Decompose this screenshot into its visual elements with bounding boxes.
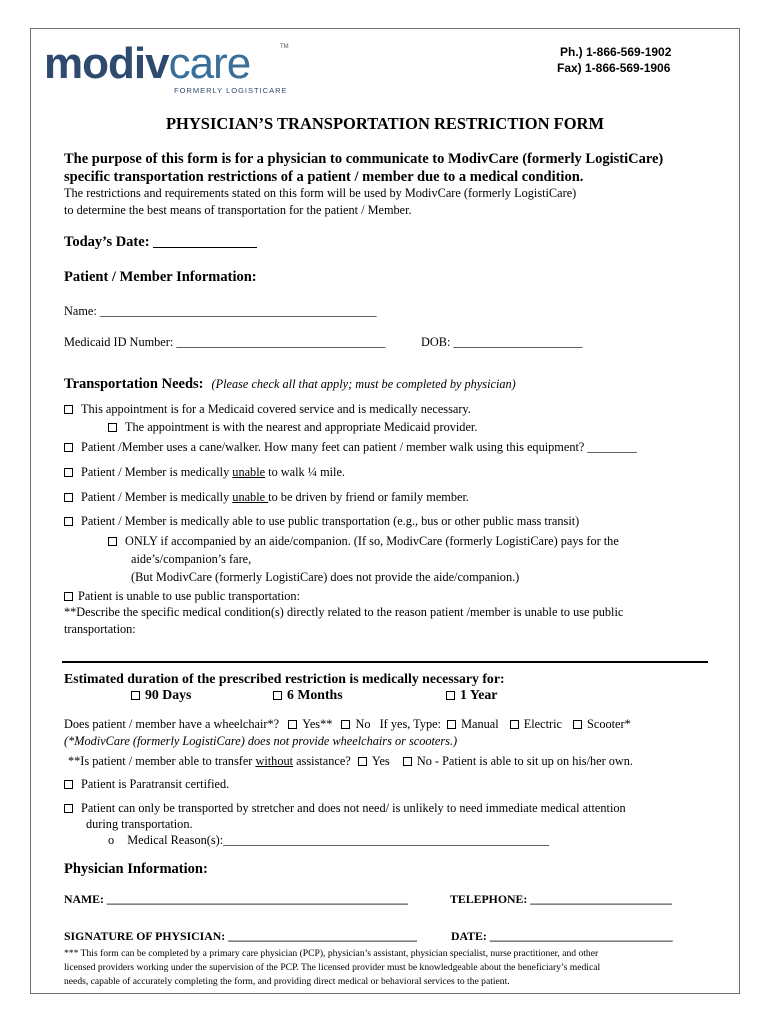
checkbox-wheelchair-no[interactable] <box>341 720 350 729</box>
needs-item-unable-walk <box>64 465 345 480</box>
needs-item-1-text: This appointment is for a Medicaid covered service and is medically necessary. <box>81 402 471 416</box>
needs-item-3-pre: Patient / Member is medically <box>81 465 233 479</box>
needs-item-4-pre: Patient / Member is medically <box>81 490 233 504</box>
checkbox-paratransit[interactable] <box>64 780 73 789</box>
wheelchair-note: (*ModivCare (formerly LogistiCare) does not provide wheelchairs or scooters.) <box>64 734 458 748</box>
wheelchair-no-label: No <box>355 717 371 731</box>
needs-item-5-text: Patient / Member is medically able to use public transportation (e.g., bus or other public mass transit) <box>81 514 580 528</box>
page-title: PHYSICIAN’S TRANSPORTATION RESTRICTION FORM <box>165 114 605 133</box>
dob-field[interactable]: DOB: _____________________ <box>421 335 583 349</box>
checkbox-6-months[interactable] <box>273 691 282 700</box>
needs-item-1a-text: The appointment is with the nearest and appropriate Medicaid provider. <box>125 420 478 434</box>
checkbox-90-days[interactable] <box>131 691 140 700</box>
transport-needs-note: (Please check all that apply; must be completed by physician) <box>211 377 516 391</box>
modivcare-logo <box>44 40 294 100</box>
needs-item-cane-walker <box>64 440 637 455</box>
fax-number: Fax) 1-866-569-1906 <box>557 61 671 75</box>
physician-telephone-field[interactable]: TELEPHONE: ________________________ <box>450 892 672 906</box>
needs-item-unable-driven <box>64 490 469 505</box>
checkbox-public-transport[interactable] <box>64 517 73 526</box>
checkbox-unable-driven[interactable] <box>64 493 73 502</box>
needs-item-unable-public <box>64 589 300 604</box>
checkbox-manual[interactable] <box>447 720 456 729</box>
transfer-no-label: No - Patient is able to sit up on his/her own. <box>416 754 634 768</box>
transport-needs-heading-row <box>64 375 516 393</box>
duration-1-year-label: 1 Year <box>460 687 498 702</box>
bullet-marker: o <box>108 833 115 847</box>
checkbox-nearest-provider[interactable] <box>108 423 117 432</box>
physician-info-heading: Physician Information: <box>64 861 208 877</box>
checkbox-wheelchair-yes[interactable] <box>288 720 297 729</box>
checkbox-transfer-yes[interactable] <box>358 757 367 766</box>
footnote-line-1: *** This form can be completed by a primary care physician (PCP), physician’s assistant, physician specialist, nurse practitioner, and other <box>64 948 599 959</box>
needs-item-aide-companion <box>108 534 619 549</box>
duration-option-90-days[interactable] <box>131 687 191 703</box>
medical-reason-field[interactable]: Medical Reason(s):_____________________________________________________ <box>127 833 550 847</box>
checkbox-unable-walk[interactable] <box>64 468 73 477</box>
logo-wordmark <box>44 40 250 88</box>
medical-reason-row <box>108 833 549 848</box>
stretcher-line-1: Patient can only be transported by stretcher and does not need/ is unlikely to need immediate medical attention <box>81 801 626 815</box>
transfer-yes-label: Yes <box>371 754 390 768</box>
needs-item-public-transport <box>64 514 579 529</box>
needs-item-medicaid-covered <box>64 402 471 417</box>
medicaid-id-field[interactable]: Medicaid ID Number: __________________________________ <box>64 335 386 349</box>
wheelchair-electric-label: Electric <box>523 717 562 731</box>
duration-option-1-year[interactable] <box>446 687 497 703</box>
describe-condition-line-1: **Describe the specific medical condition(s) directly related to the reason patient /member is unable to use public <box>64 605 624 619</box>
signature-date-field[interactable]: DATE: _______________________________ <box>451 929 673 943</box>
wheelchair-type-label: If yes, Type: <box>379 717 441 731</box>
paratransit-text: Patient is Paratransit certified. <box>81 777 230 791</box>
checkbox-unable-public[interactable] <box>64 592 73 601</box>
patient-info-heading: Patient / Member Information: <box>64 269 257 285</box>
wheelchair-manual-label: Manual <box>461 717 499 731</box>
stretcher-line-2: during transportation. <box>86 817 193 831</box>
transfer-question-post: assistance? <box>293 754 351 768</box>
logo-word-part1: modiv <box>44 39 169 88</box>
needs-item-6-text: Patient is unable to use public transportation: <box>78 589 300 603</box>
checkbox-1-year[interactable] <box>446 691 455 700</box>
checkbox-cane-walker[interactable] <box>64 443 73 452</box>
duration-heading: Estimated duration of the prescribed restriction is medically necessary for: <box>64 671 505 686</box>
wheelchair-scooter-label: Scooter* <box>587 717 631 731</box>
transport-needs-heading: Transportation Needs: <box>64 376 204 392</box>
needs-item-nearest-provider <box>108 420 477 435</box>
checkbox-scooter[interactable] <box>573 720 582 729</box>
duration-6-months-label: 6 Months <box>287 687 343 702</box>
physician-name-field[interactable]: NAME: ___________________________________________________ <box>64 892 408 906</box>
logo-subtitle: FORMERLY LOGISTICARE <box>174 86 288 95</box>
paratransit-item <box>64 777 229 792</box>
todays-date-blank[interactable] <box>153 235 257 248</box>
checkbox-medicaid-covered[interactable] <box>64 405 73 414</box>
logo-word-part2: care <box>168 39 251 88</box>
needs-item-4-post: to be driven by friend or family member. <box>268 490 469 504</box>
purpose-line-1: The purpose of this form is for a physician to communicate to ModivCare (formerly LogistiCare) <box>64 151 664 167</box>
needs-item-4-underlined: unable <box>232 490 269 504</box>
transfer-question-underlined: without <box>255 754 294 768</box>
describe-condition-line-2[interactable]: transportation: <box>64 622 136 636</box>
footnote-line-3: needs, capable of accurately completing the form, and providing direct medical or behavioral services to the patient. <box>64 976 510 987</box>
todays-date-label: Today’s Date: <box>64 234 150 250</box>
wheelchair-question: Does patient / member have a wheelchair*? <box>64 717 280 731</box>
transfer-question-pre: **Is patient / member able to transfer <box>68 754 256 768</box>
checkbox-electric[interactable] <box>510 720 519 729</box>
section-divider <box>62 661 708 663</box>
checkbox-stretcher[interactable] <box>64 804 73 813</box>
needs-item-5a-line-3: (But ModivCare (formerly LogistiCare) does not provide the aide/companion.) <box>131 570 520 584</box>
stretcher-item <box>64 801 626 816</box>
physician-signature-field[interactable]: SIGNATURE OF PHYSICIAN: ________________________________ <box>64 929 417 943</box>
patient-name-field[interactable]: Name: _____________________________________________ <box>64 304 377 318</box>
checkbox-transfer-no[interactable] <box>403 757 412 766</box>
phone-number: Ph.) 1-866-569-1902 <box>560 45 672 59</box>
needs-item-5a-line-1: ONLY if accompanied by an aide/companion. (If so, ModivCare (formerly LogistiCare) pays for the <box>125 534 619 548</box>
todays-date-field[interactable] <box>64 234 257 251</box>
checkbox-aide-companion[interactable] <box>108 537 117 546</box>
duration-90-days-label: 90 Days <box>145 687 192 702</box>
wheelchair-yes-label: Yes** <box>302 717 333 731</box>
needs-item-5a-line-2: aide’s/companion’s fare, <box>131 552 252 566</box>
duration-option-6-months[interactable] <box>273 687 343 703</box>
logo-trademark: TM <box>280 44 289 50</box>
needs-item-2-text: Patient /Member uses a cane/walker. How many feet can patient / member walk using this equipment? ________ <box>81 440 637 454</box>
footnote-line-2: licensed providers working under the supervision of the PCP. The licensed provider must be knowledgeable about the beneficiary’s medical <box>64 962 601 973</box>
wheelchair-row <box>64 717 631 732</box>
needs-item-3-post: to walk ¼ mile. <box>265 465 345 479</box>
purpose-line-2: specific transportation restrictions of a patient / member due to a medical condition. <box>64 169 584 185</box>
transfer-row <box>68 754 633 769</box>
purpose-line-4: to determine the best means of transportation for the patient / Member. <box>64 203 412 217</box>
needs-item-3-underlined: unable <box>232 465 266 479</box>
purpose-line-3: The restrictions and requirements stated on this form will be used by ModivCare (formerly LogistiCare) <box>64 186 577 200</box>
